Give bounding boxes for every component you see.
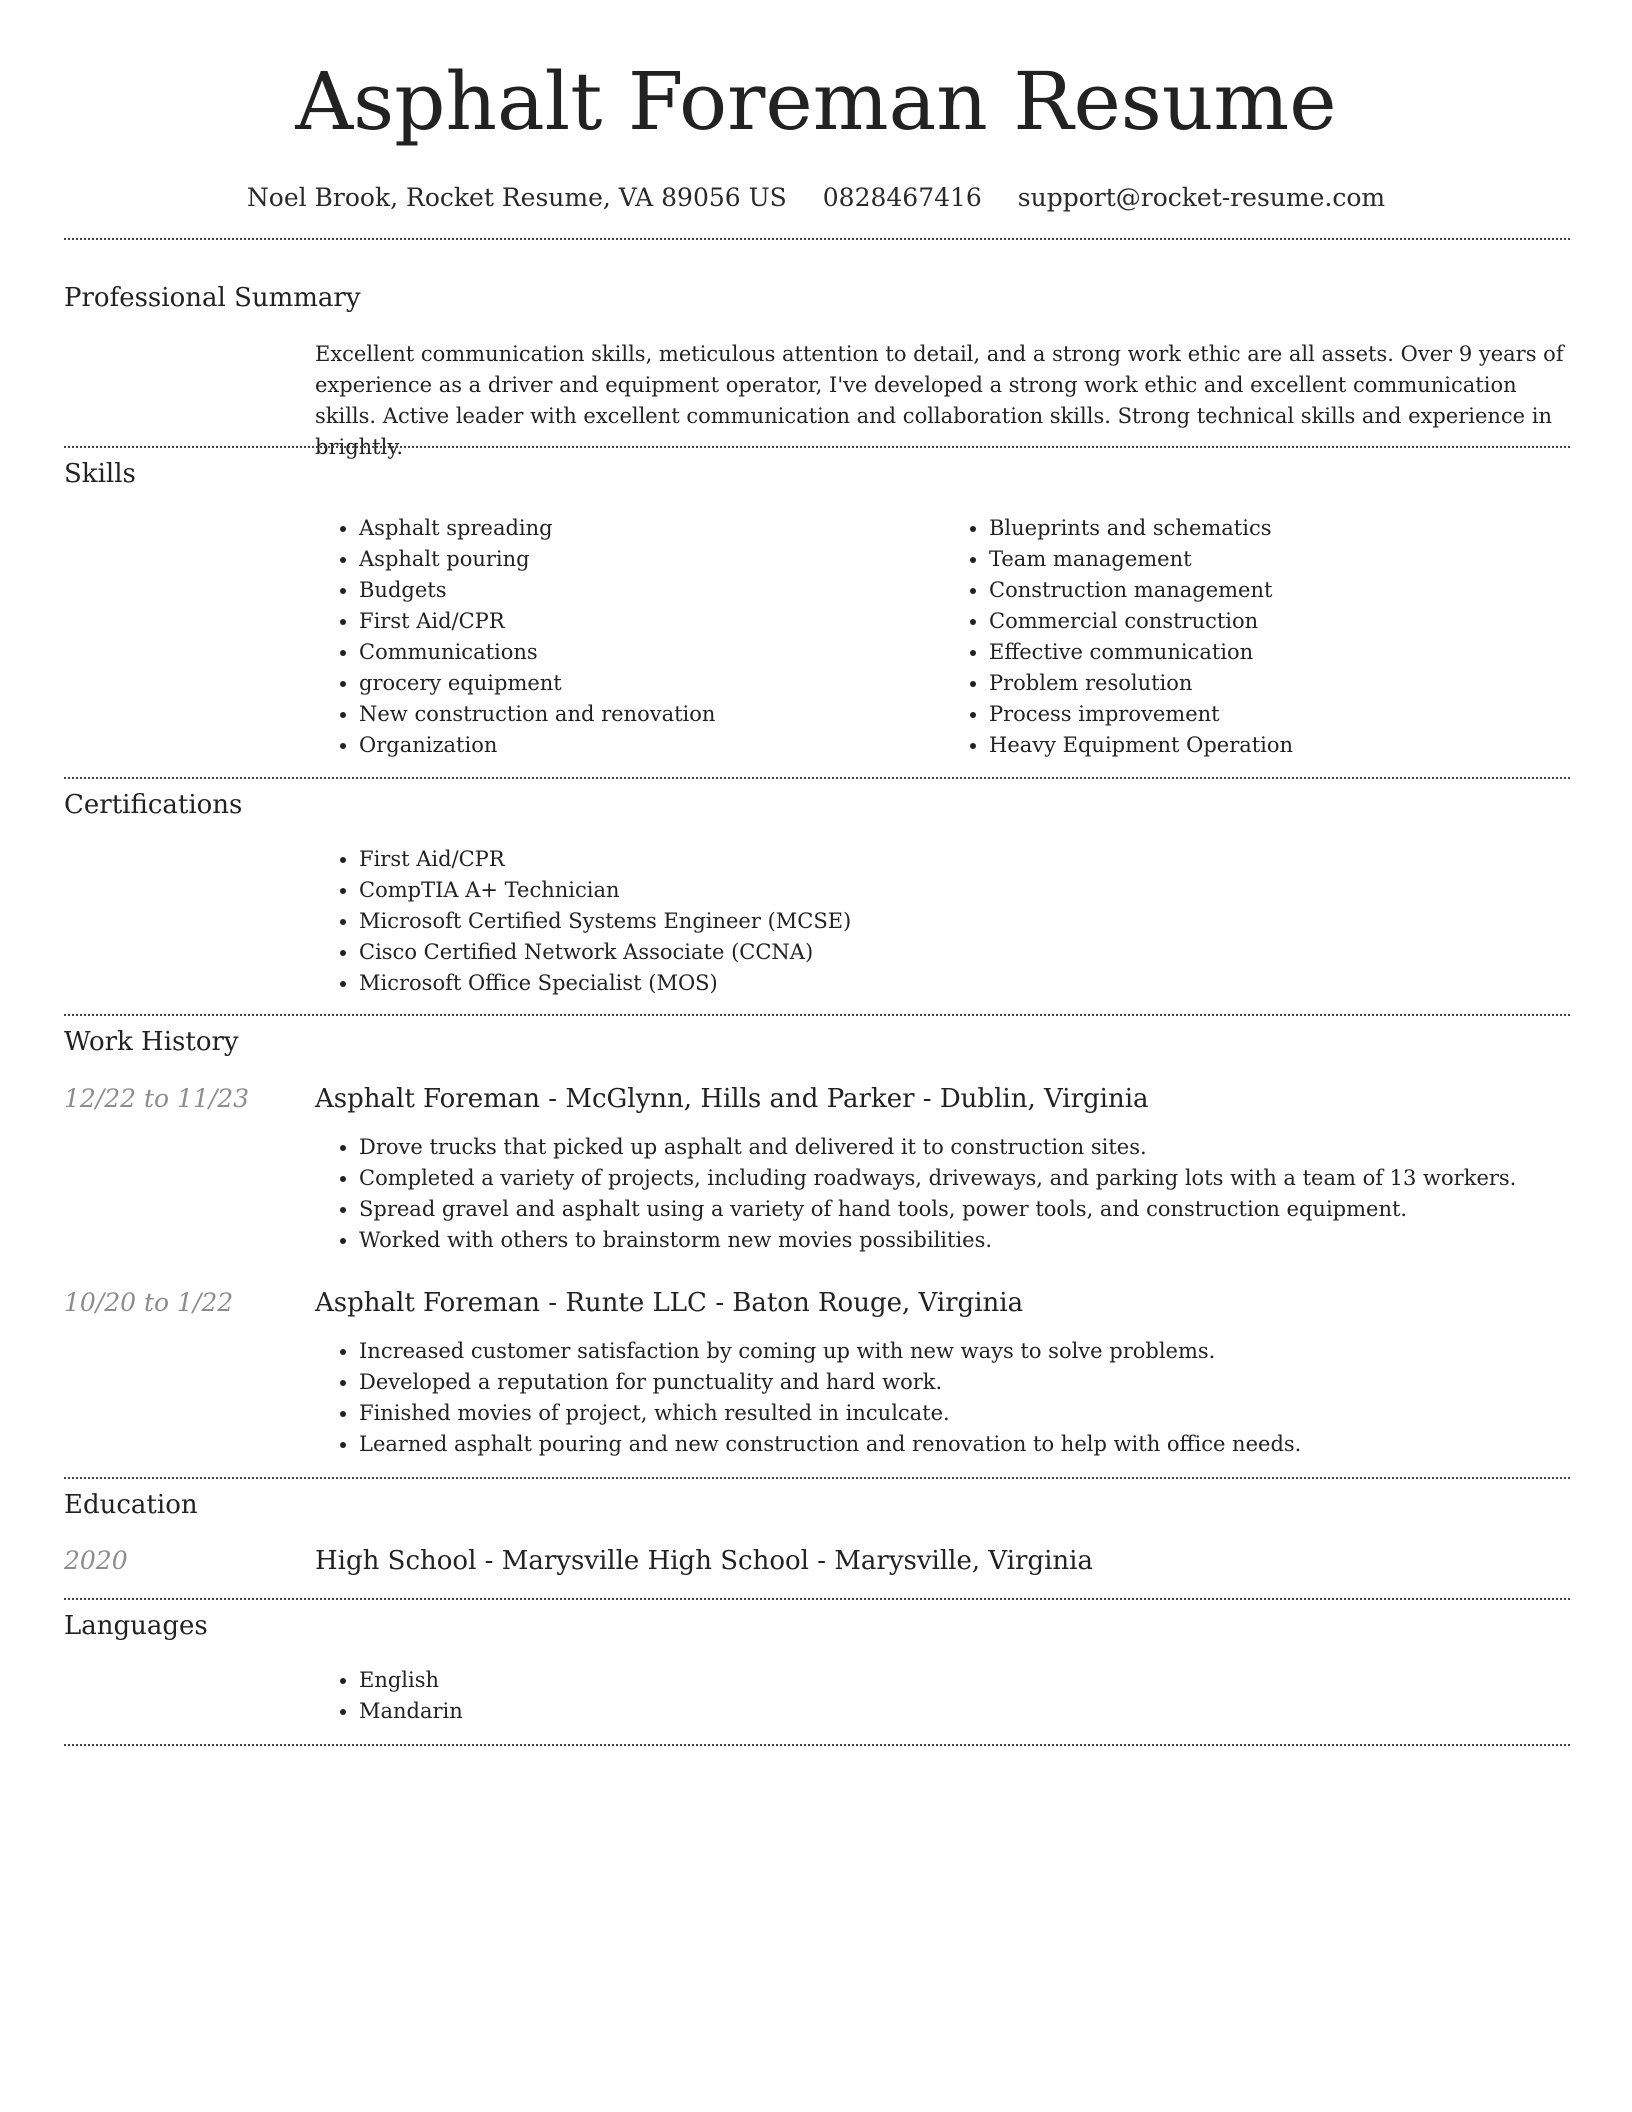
skills-section bbox=[315, 513, 1575, 761]
job-bullet: • Developed a reputation for punctuality and hard work. bbox=[359, 1367, 1575, 1398]
skill-item: • New construction and renovation bbox=[359, 699, 945, 730]
certifications-section bbox=[315, 844, 1575, 999]
section-title-work-history: Work History bbox=[64, 1027, 239, 1057]
skill-item: • First Aid/CPR bbox=[359, 606, 945, 637]
job-bullet: • Spread gravel and asphalt using a variety of hand tools, power tools, and construction equipment. bbox=[359, 1194, 1575, 1225]
divider bbox=[64, 777, 1570, 779]
skill-item: • grocery equipment bbox=[359, 668, 945, 699]
certification-item: • CompTIA A+ Technician bbox=[359, 875, 1575, 906]
skill-item: • Heavy Equipment Operation bbox=[989, 730, 1575, 761]
divider bbox=[64, 1477, 1570, 1479]
job-title: Asphalt Foreman - McGlynn, Hills and Parker - Dublin, Virginia bbox=[315, 1084, 1149, 1114]
job-bullets bbox=[315, 1336, 1575, 1460]
divider bbox=[64, 238, 1570, 240]
divider bbox=[64, 1014, 1570, 1016]
skills-list-left bbox=[315, 513, 945, 761]
divider bbox=[64, 446, 1570, 448]
divider bbox=[64, 1744, 1570, 1746]
job-bullet: • Learned asphalt pouring and new construction and renovation to help with office needs. bbox=[359, 1429, 1575, 1460]
languages-section bbox=[315, 1665, 1575, 1727]
language-item: • Mandarin bbox=[359, 1696, 1575, 1727]
job-date: 12/22 to 11/23 bbox=[64, 1084, 250, 1113]
skill-item: • Problem resolution bbox=[989, 668, 1575, 699]
certification-item: • First Aid/CPR bbox=[359, 844, 1575, 875]
summary-section bbox=[315, 339, 1575, 463]
job-date: 10/20 to 1/22 bbox=[64, 1288, 234, 1317]
divider bbox=[64, 1598, 1570, 1600]
certification-item: • Microsoft Certified Systems Engineer (MCSE) bbox=[359, 906, 1575, 937]
skill-item: • Asphalt pouring bbox=[359, 544, 945, 575]
section-title-summary: Professional Summary bbox=[64, 283, 361, 313]
job-title: Asphalt Foreman - Runte LLC - Baton Rouge, Virginia bbox=[315, 1288, 1024, 1318]
skill-item: • Organization bbox=[359, 730, 945, 761]
section-title-certifications: Certifications bbox=[64, 790, 243, 820]
education-title: High School - Marysville High School - Marysville, Virginia bbox=[315, 1546, 1093, 1576]
skill-item: • Asphalt spreading bbox=[359, 513, 945, 544]
skill-item: • Process improvement bbox=[989, 699, 1575, 730]
contact-line bbox=[0, 182, 1632, 214]
skills-list-right bbox=[945, 513, 1575, 761]
certification-item: • Microsoft Office Specialist (MOS) bbox=[359, 968, 1575, 999]
section-title-skills: Skills bbox=[64, 459, 136, 489]
languages-list bbox=[315, 1665, 1575, 1727]
contact-phone: 0828467416 bbox=[822, 183, 982, 212]
job-bullet: • Finished movies of project, which resulted in inculcate. bbox=[359, 1398, 1575, 1429]
section-title-education: Education bbox=[64, 1490, 198, 1520]
certifications-list bbox=[315, 844, 1575, 999]
education-date: 2020 bbox=[64, 1546, 128, 1575]
contact-address: Noel Brook, Rocket Resume, VA 89056 US bbox=[246, 183, 787, 212]
job-bullet: • Drove trucks that picked up asphalt and delivered it to construction sites. bbox=[359, 1132, 1575, 1163]
skill-item: • Construction management bbox=[989, 575, 1575, 606]
skill-item: • Commercial construction bbox=[989, 606, 1575, 637]
language-item: • English bbox=[359, 1665, 1575, 1696]
skill-item: • Communications bbox=[359, 637, 945, 668]
skill-item: • Team management bbox=[989, 544, 1575, 575]
section-title-languages: Languages bbox=[64, 1611, 208, 1641]
job-bullet: • Increased customer satisfaction by coming up with new ways to solve problems. bbox=[359, 1336, 1575, 1367]
job-bullet: • Worked with others to brainstorm new movies possibilities. bbox=[359, 1225, 1575, 1256]
job-bullet: • Completed a variety of projects, including roadways, driveways, and parking lots with a team of 13 workers. bbox=[359, 1163, 1575, 1194]
contact-email: support@rocket-resume.com bbox=[1017, 183, 1386, 212]
certification-item: • Cisco Certified Network Associate (CCNA) bbox=[359, 937, 1575, 968]
resume-header bbox=[0, 0, 1632, 214]
page-title: Asphalt Foreman Resume bbox=[295, 55, 1337, 148]
skill-item: • Budgets bbox=[359, 575, 945, 606]
summary-text: Excellent communication skills, meticulous attention to detail, and a strong work ethic are all assets. Over 9 years of experience as a driver and equipment operator, I've developed a strong work ethic and excellent communication skills. Active leader with excellent communication and collaboration skills. Strong technical skills and experience in brightly. bbox=[315, 342, 1564, 459]
skill-item: • Effective communication bbox=[989, 637, 1575, 668]
skill-item: • Blueprints and schematics bbox=[989, 513, 1575, 544]
job-bullets bbox=[315, 1132, 1575, 1256]
